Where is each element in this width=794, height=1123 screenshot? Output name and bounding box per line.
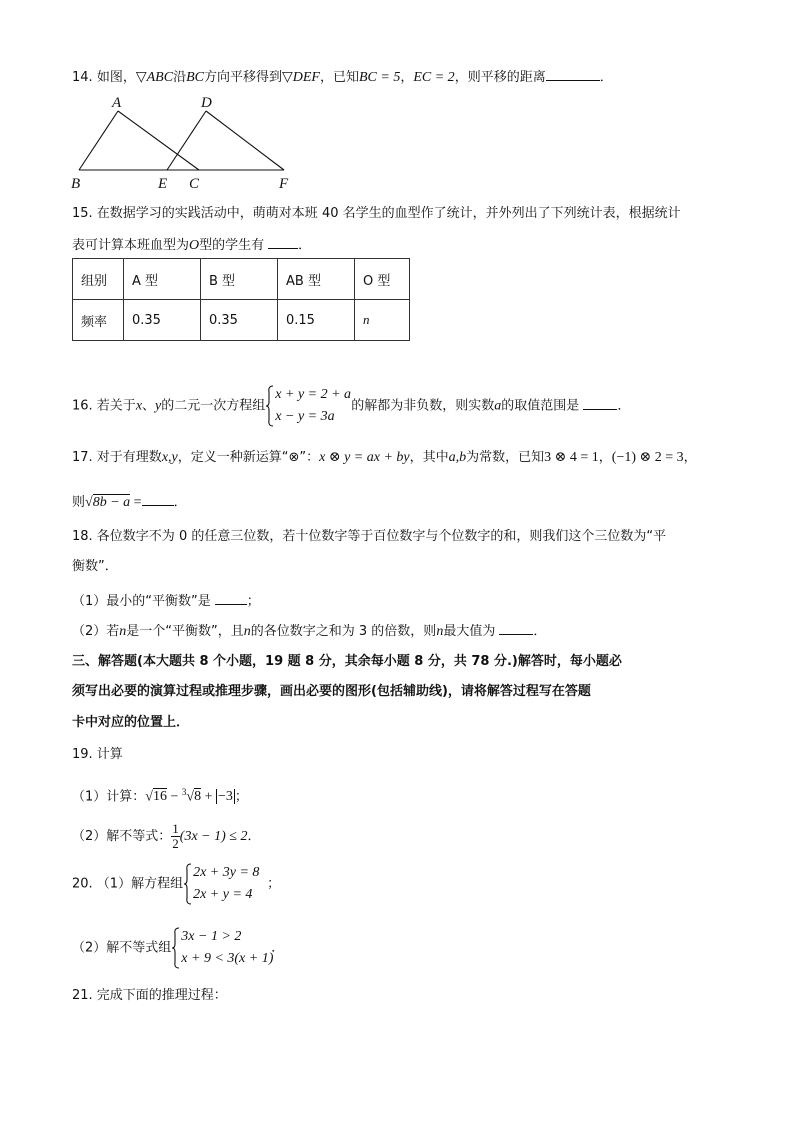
table-cell: 频率 (73, 300, 124, 341)
q14-number: 14. (72, 70, 93, 85)
answer-blank (499, 621, 533, 635)
q17-line1: 17. 对于有理数x,y，定义一种新运算“⊗”：x ⊗ y = ax + by，其中a,b为常数，已知3 ⊗ 4 = 1，(−1) ⊗ 2 = 3， (72, 450, 697, 465)
sqrt-icon: √ (85, 495, 93, 510)
table-cell: B 型 (201, 259, 278, 300)
equation-system: x + y = 2 + a x − y = 3a (265, 384, 351, 428)
q17-line2: 则√8b − a = ． (72, 492, 187, 512)
answer-blank (583, 396, 617, 410)
label-e: E (158, 176, 168, 192)
label-f: F (279, 176, 289, 192)
inequality-system: 3x − 1 > 2 x + 9 < 3(x + 1) (171, 926, 271, 970)
segment-ab (79, 111, 118, 170)
q20-part2: （2）解不等式组 3x − 1 > 2 x + 9 < 3(x + 1) ． (72, 926, 284, 970)
q19-title: 19. 计算 (72, 747, 123, 762)
label-d: D (201, 95, 212, 111)
table-cell: n (355, 300, 410, 341)
q18-line2: 衡数”． (72, 559, 118, 574)
table-cell: AB 型 (278, 259, 355, 300)
sqrt-icon: √ (145, 789, 153, 805)
section3-line3: 卡中对应的位置上． (72, 715, 190, 730)
absolute-value: −3 (217, 789, 233, 805)
q16-line: 16. 若关于x、y的二元一次方程组 x + y = 2 + a x − y = 3a 的解都为非负数，则实数a的取值范围是 ． (72, 384, 630, 428)
translation-figure (66, 93, 300, 193)
brace-icon (171, 926, 181, 970)
q19-part2: （2）解不等式： $\frac{1}{2}$ (3x − 1) ≤ 2． (72, 821, 261, 851)
equation-system: 2x + 3y = 8 2x + y = 4 (183, 862, 267, 906)
section3-line1: 三、解答题(本大题共 8 个小题，19 题 8 分，其余每小题 8 分，共 78 分.)解答时，每小题必 (72, 654, 622, 669)
table-cell: 0.35 (124, 300, 201, 341)
q19-part1: （1）计算：√16 − $^3$√8 + −3 ； (72, 787, 248, 805)
q15-line1: 15. 在数据学习的实践活动中，萌萌对本班 40 名学生的血型作了统计，并外列出了下列统计表，根据统计 (72, 206, 681, 221)
q20-part1: 20. （1）解方程组 2x + 3y = 8 2x + y = 4 ； (72, 862, 280, 906)
table-cell: 0.35 (201, 300, 278, 341)
q21-title: 21. 完成下面的推理过程： (72, 988, 227, 1003)
table-header-row (73, 259, 410, 300)
fraction-one-half: $\frac{1}{2}$ (172, 821, 179, 851)
segment-df (206, 111, 284, 170)
answer-blank (268, 235, 298, 249)
label-a: A (112, 95, 122, 111)
q18-part2: （2）若n是一个“平衡数”，且n的各位数字之和为 3 的倍数，则n最大值为 ． (72, 621, 546, 641)
label-b: B (71, 176, 81, 192)
brace-icon (183, 862, 193, 906)
answer-blank (142, 492, 174, 506)
section3-line2: 须写出必要的演算过程或推理步骤，画出必要的图形(包括辅助线)，请将解答过程写在答题 (72, 684, 591, 699)
table-cell: O 型 (355, 259, 410, 300)
q18-part1: （1）最小的“平衡数”是 ； (72, 591, 260, 611)
answer-blank (215, 591, 247, 605)
table-cell: A 型 (124, 259, 201, 300)
answer-blank (546, 67, 600, 81)
blood-type-table (72, 258, 410, 341)
table-cell: 0.15 (278, 300, 355, 341)
q14-line: 14. 如图，▽ABC沿BC方向平移得到▽DEF，已知BC = 5，EC = 2，则平移的距离 ． (72, 67, 613, 87)
brace-icon (265, 384, 275, 428)
table-cell: 组别 (73, 259, 124, 300)
cube-root-icon: √ (186, 789, 195, 805)
table-row (73, 300, 410, 341)
q18-line1: 18. 各位数字不为 0 的任意三位数，若十位数字等于百位数字与个位数字的和，则我们这个三位数为“平 (72, 529, 667, 544)
q15-line2: 表可计算本班血型为O型的学生有 ． (72, 235, 311, 255)
label-c: C (189, 176, 200, 192)
